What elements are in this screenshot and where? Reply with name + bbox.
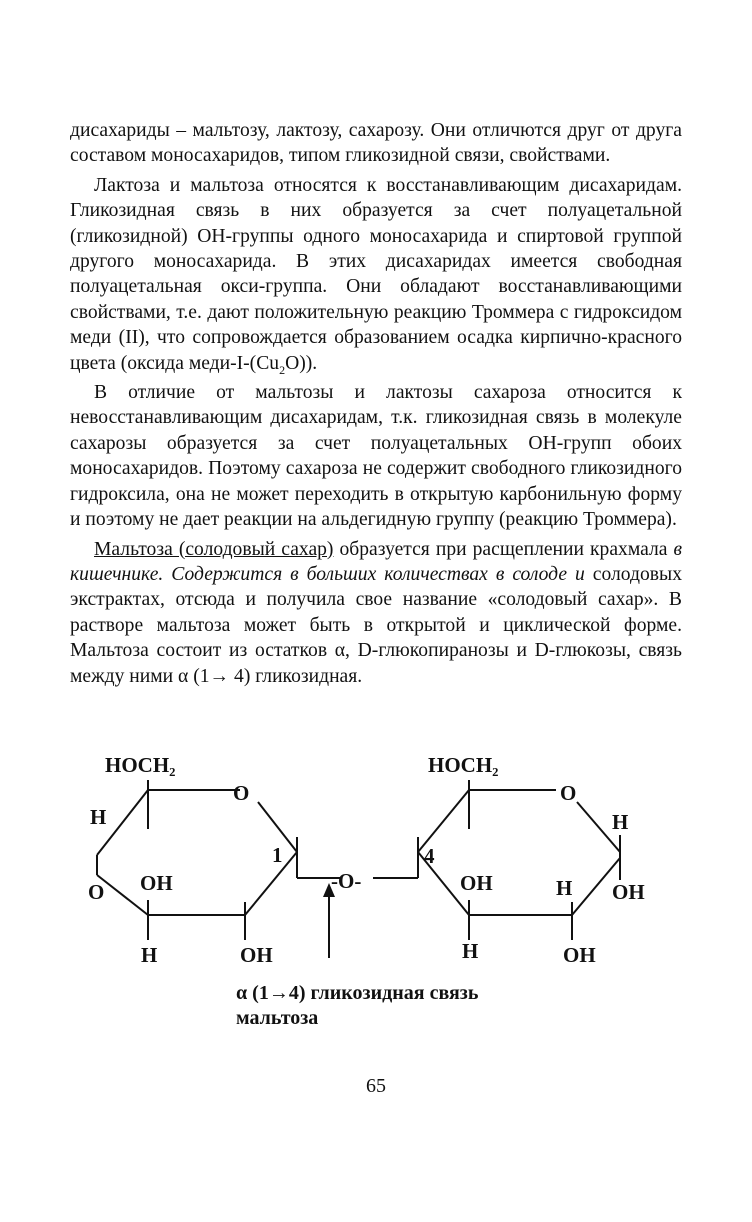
paragraph-4 — [70, 537, 682, 689]
right-carbon-4-label: 4 — [424, 844, 435, 868]
maltose-structure-diagram — [0, 740, 752, 1040]
right-ring-oxygen: O — [560, 781, 577, 805]
left-oh-bottom: OH — [240, 943, 273, 967]
left-h-top: H — [90, 805, 107, 829]
bridge-oxygen: -O- — [331, 869, 362, 893]
right-hoch2: HOCH₂ — [428, 753, 499, 777]
right-h-bottom: H — [462, 939, 479, 963]
right-oh-mid: OH — [460, 871, 493, 895]
body-text — [70, 118, 682, 693]
right-oh-right: OH — [612, 880, 645, 904]
page-number: 65 — [366, 1075, 386, 1097]
left-h-bottom: H — [141, 943, 158, 967]
maltose-structure-svg — [0, 740, 752, 1040]
right-h-mid: H — [556, 876, 573, 900]
paragraph-3: В отличие от мальтозы и лактозы сахароза относится к невосстанавливающим дисахаридам, т.к. гликозидная связь в молекуле сахарозы образуется за счет полуацетальных ОН-групп обоих моносахаридов. Поэтому сахароза не содержит свободного гликозидного гидроксила, она не может переходить в открытую карбонильную форму и поэтому не дает реакции на альдегидную группу (реакцию Троммера). — [70, 382, 682, 531]
paragraph-2-text: Лактоза и мальтоза относятся к восстанавливающим дисахаридам. Гликозидная связь в них образуется за счет полуацетальной (гликозидной) ОН-группы одного моносахарида и спиртовой группой другого моносахарида. В этих дисахаридах имеется свободная полуацетальная окси-группа. Они обладают восстанавливающими свойствами, т.е. дают положительную реакцию Троммера с гидроксидом меди (II), что сопровождается образованием осадка кирпично-красного цвета (оксида меди-I-(Cu — [70, 174, 682, 374]
paragraph-4-italic: в кишечнике. Содержится в больших количествах в солоде и — [70, 538, 682, 585]
paragraph-2-end: O)). — [285, 352, 318, 374]
paragraph-4-text-b: солодовых экстрактах, отсюда и получила свое название «солодовый сахар». В растворе мальтоза может быть в открытой и циклической форме. Мальтоза состоит из остатков α, D-глюкопиранозы и D-глюкозы, связь между ними α (1→ 4) гликозидная. — [70, 563, 683, 687]
paragraph-1: дисахариды – мальтозу, лактозу, сахарозу. Они отличются друг от друга составом моносахаридов, типом гликозидной связи, свойствами. — [70, 120, 682, 167]
left-ring-oxygen: O — [233, 781, 250, 805]
diagram-caption-line1: α (1→4) гликозидная связь — [236, 982, 479, 1004]
right-oh-bottom: OH — [563, 943, 596, 967]
left-hoch2: HOCH₂ — [105, 753, 176, 777]
diagram-caption-line2: мальтоза — [236, 1007, 319, 1029]
left-o-label: O — [88, 880, 105, 904]
maltose-term: Мальтоза (солодовый сахар) — [94, 538, 334, 560]
left-carbon-1-label: 1 — [272, 843, 283, 867]
paragraph-4-text-a: образуется при расщеплении крахмала — [333, 538, 674, 560]
right-h-right: H — [612, 810, 629, 834]
subscript-2: 2 — [279, 362, 286, 377]
left-oh-mid: OH — [140, 871, 173, 895]
paragraph-2 — [70, 173, 682, 376]
